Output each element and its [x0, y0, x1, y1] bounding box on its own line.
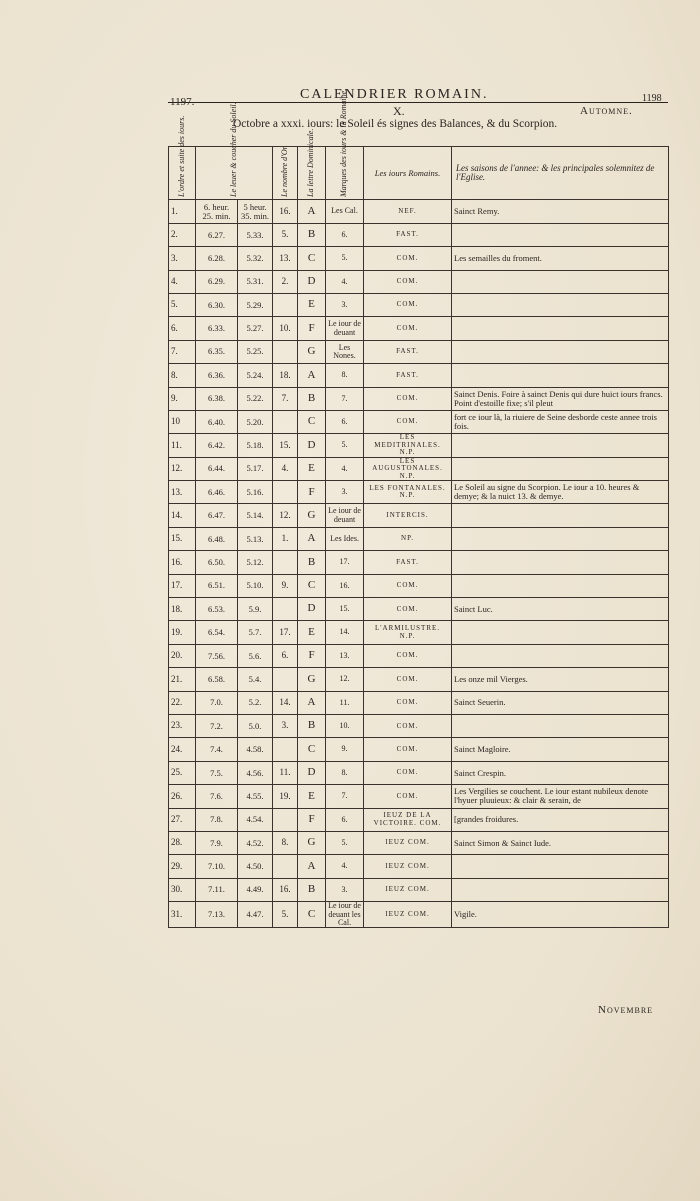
day-cell: 31.	[169, 902, 196, 928]
dominical-letter-cell: D	[298, 598, 326, 621]
day-cell: 5.	[169, 293, 196, 316]
sunset-cell: 4.49.	[238, 878, 273, 901]
feast-cell: Vigile.	[452, 902, 669, 928]
dominical-letter-cell: A	[298, 691, 326, 714]
day-mark-cell: 14.	[326, 621, 364, 644]
dominical-letter-cell: C	[298, 410, 326, 433]
golden-number-cell	[273, 293, 298, 316]
roman-day-cell: FAST.	[364, 551, 452, 574]
table-row	[169, 785, 669, 808]
col-header-seasons: Les saisons de l'annee: & les principales solemnitez de l'Eglise.	[452, 147, 669, 200]
month-number: X.	[393, 104, 405, 118]
table-row	[169, 714, 669, 737]
roman-day-cell: NEF.	[364, 200, 452, 223]
day-cell: 9.	[169, 387, 196, 410]
day-mark-cell: Les Ides.	[326, 527, 364, 550]
sunrise-cell: 7.11.	[196, 878, 238, 901]
feast-cell: Sainct Simon & Sainct Iude.	[452, 831, 669, 854]
golden-number-cell: 18.	[273, 364, 298, 387]
feast-cell	[452, 434, 669, 457]
sunset-cell: 5.4.	[238, 668, 273, 691]
table-row	[169, 527, 669, 550]
dominical-letter-cell: G	[298, 831, 326, 854]
sunrise-cell: 6. heur. 25. min.	[196, 200, 238, 223]
feast-cell: [grandes froidures.	[452, 808, 669, 831]
running-title: CALENDRIER ROMAIN.	[300, 87, 489, 102]
day-cell: 20.	[169, 644, 196, 667]
golden-number-cell	[273, 738, 298, 761]
sunset-cell: 4.58.	[238, 738, 273, 761]
day-cell: 13.	[169, 481, 196, 504]
feast-cell: Sainct Denis. Foire à sainct Denis qui dure huict iours francs. Point d'estoille fixe; s'il pleut	[452, 387, 669, 410]
header-rule	[168, 102, 668, 103]
day-cell: 22.	[169, 691, 196, 714]
dominical-letter-cell: C	[298, 738, 326, 761]
col-header-roman-days: Les iours Romains.	[364, 147, 452, 200]
roman-day-cell: LES MEDITRINALES. N.P.	[364, 434, 452, 457]
feast-cell: Les semailles du froment.	[452, 247, 669, 270]
sunrise-cell: 6.29.	[196, 270, 238, 293]
day-mark-cell: 16.	[326, 574, 364, 597]
golden-number-cell: 1.	[273, 527, 298, 550]
feast-cell	[452, 621, 669, 644]
day-mark-cell: Les Cal.	[326, 200, 364, 223]
day-cell: 26.	[169, 785, 196, 808]
sunset-cell: 4.47.	[238, 902, 273, 928]
table-row	[169, 761, 669, 784]
table-row	[169, 878, 669, 901]
dominical-letter-cell: A	[298, 855, 326, 878]
table-row	[169, 317, 669, 340]
dominical-letter-cell: E	[298, 785, 326, 808]
dominical-letter-cell: C	[298, 902, 326, 928]
golden-number-cell: 6.	[273, 644, 298, 667]
day-cell: 6.	[169, 317, 196, 340]
golden-number-cell: 17.	[273, 621, 298, 644]
dominical-letter-cell: G	[298, 340, 326, 363]
day-mark-cell: 10.	[326, 714, 364, 737]
table-row	[169, 808, 669, 831]
sunrise-cell: 7.8.	[196, 808, 238, 831]
feast-cell	[452, 551, 669, 574]
table-row	[169, 434, 669, 457]
day-mark-cell: 3.	[326, 293, 364, 316]
day-mark-cell: 11.	[326, 691, 364, 714]
day-mark-cell: 3.	[326, 481, 364, 504]
golden-number-cell: 19.	[273, 785, 298, 808]
feast-cell	[452, 223, 669, 246]
feast-cell	[452, 855, 669, 878]
sunrise-cell: 7.5.	[196, 761, 238, 784]
table-row	[169, 223, 669, 246]
sunset-cell: 5 heur. 35. min.	[238, 200, 273, 223]
golden-number-cell: 16.	[273, 878, 298, 901]
table-row	[169, 200, 669, 223]
roman-day-cell: COM.	[364, 738, 452, 761]
sunrise-cell: 6.54.	[196, 621, 238, 644]
feast-cell	[452, 527, 669, 550]
feast-cell	[452, 574, 669, 597]
table-row	[169, 387, 669, 410]
table-row	[169, 902, 669, 928]
day-mark-cell: 6.	[326, 223, 364, 246]
day-cell: 23.	[169, 714, 196, 737]
day-mark-cell: 5.	[326, 434, 364, 457]
golden-number-cell: 3.	[273, 714, 298, 737]
sunrise-cell: 7.9.	[196, 831, 238, 854]
feast-cell: Les onze mil Vierges.	[452, 668, 669, 691]
golden-number-cell: 15.	[273, 434, 298, 457]
day-cell: 28.	[169, 831, 196, 854]
table-row	[169, 738, 669, 761]
golden-number-cell	[273, 808, 298, 831]
sunset-cell: 5.33.	[238, 223, 273, 246]
day-mark-cell: Le iour de deuant	[326, 504, 364, 527]
day-cell: 4.	[169, 270, 196, 293]
day-cell: 30.	[169, 878, 196, 901]
roman-day-cell: LES FONTANALES. N.P.	[364, 481, 452, 504]
day-cell: 7.	[169, 340, 196, 363]
table-row	[169, 457, 669, 480]
table-row	[169, 504, 669, 527]
feast-cell	[452, 340, 669, 363]
feast-cell: Sainct Remy.	[452, 200, 669, 223]
sunrise-cell: 6.46.	[196, 481, 238, 504]
sunrise-cell: 6.36.	[196, 364, 238, 387]
feast-cell	[452, 293, 669, 316]
sunrise-cell: 6.53.	[196, 598, 238, 621]
roman-day-cell: COM.	[364, 574, 452, 597]
golden-number-cell: 13.	[273, 247, 298, 270]
sunset-cell: 5.29.	[238, 293, 273, 316]
sunrise-cell: 6.50.	[196, 551, 238, 574]
day-cell: 18.	[169, 598, 196, 621]
sunrise-cell: 6.40.	[196, 410, 238, 433]
roman-day-cell: COM.	[364, 761, 452, 784]
roman-day-cell: IEUZ COM.	[364, 902, 452, 928]
day-cell: 8.	[169, 364, 196, 387]
sunset-cell: 5.14.	[238, 504, 273, 527]
dominical-letter-cell: B	[298, 387, 326, 410]
golden-number-cell	[273, 481, 298, 504]
roman-day-cell: IEUZ COM.	[364, 831, 452, 854]
feast-cell	[452, 714, 669, 737]
golden-number-cell: 7.	[273, 387, 298, 410]
golden-number-cell: 5.	[273, 223, 298, 246]
roman-day-cell: COM.	[364, 317, 452, 340]
feast-cell: Sainct Seuerin.	[452, 691, 669, 714]
dominical-letter-cell: D	[298, 434, 326, 457]
day-cell: 1.	[169, 200, 196, 223]
golden-number-cell: 9.	[273, 574, 298, 597]
day-cell: 2.	[169, 223, 196, 246]
golden-number-cell	[273, 551, 298, 574]
feast-cell: Sainct Magloire.	[452, 738, 669, 761]
feast-cell	[452, 270, 669, 293]
day-cell: 25.	[169, 761, 196, 784]
sunset-cell: 5.25.	[238, 340, 273, 363]
sunrise-cell: 6.27.	[196, 223, 238, 246]
feast-cell: Les Vergilies se couchent. Le iour estant nubileux denote l'hyuer pluuieux: & clair & serain, de	[452, 785, 669, 808]
day-mark-cell: 7.	[326, 785, 364, 808]
dominical-letter-cell: F	[298, 808, 326, 831]
roman-day-cell: COM.	[364, 714, 452, 737]
sunset-cell: 5.17.	[238, 457, 273, 480]
roman-day-cell: FAST.	[364, 340, 452, 363]
golden-number-cell	[273, 668, 298, 691]
roman-day-cell: COM.	[364, 293, 452, 316]
sunrise-cell: 7.56.	[196, 644, 238, 667]
sunset-cell: 5.18.	[238, 434, 273, 457]
day-mark-cell: 7.	[326, 387, 364, 410]
sunrise-cell: 6.44.	[196, 457, 238, 480]
golden-number-cell: 4.	[273, 457, 298, 480]
table-row	[169, 270, 669, 293]
table-row	[169, 831, 669, 854]
roman-day-cell: COM.	[364, 644, 452, 667]
sunset-cell: 4.50.	[238, 855, 273, 878]
golden-number-cell	[273, 855, 298, 878]
roman-day-cell: LES AUGUSTONALES. N.P.	[364, 457, 452, 480]
feast-cell	[452, 364, 669, 387]
sunrise-cell: 6.51.	[196, 574, 238, 597]
golden-number-cell: 5.	[273, 902, 298, 928]
dominical-letter-cell: B	[298, 714, 326, 737]
table-row	[169, 410, 669, 433]
day-mark-cell: 15.	[326, 598, 364, 621]
sunrise-cell: 6.47.	[196, 504, 238, 527]
col-header-dominical-letter: La lettre Dominicale.	[298, 147, 326, 200]
golden-number-cell	[273, 340, 298, 363]
roman-day-cell: COM.	[364, 668, 452, 691]
table-row	[169, 551, 669, 574]
sunset-cell: 5.12.	[238, 551, 273, 574]
sunrise-cell: 7.4.	[196, 738, 238, 761]
day-cell: 10	[169, 410, 196, 433]
dominical-letter-cell: G	[298, 504, 326, 527]
table-row	[169, 247, 669, 270]
feast-cell	[452, 878, 669, 901]
sunset-cell: 5.16.	[238, 481, 273, 504]
sunset-cell: 4.55.	[238, 785, 273, 808]
col-header-marks: Marques des iours & la Romaine.	[326, 147, 364, 200]
dominical-letter-cell: D	[298, 270, 326, 293]
day-mark-cell: 8.	[326, 364, 364, 387]
sunset-cell: 5.31.	[238, 270, 273, 293]
sunset-cell: 5.32.	[238, 247, 273, 270]
feast-cell	[452, 504, 669, 527]
roman-day-cell: IEUZ DE LA VICTOIRE. COM.	[364, 808, 452, 831]
dominical-letter-cell: C	[298, 574, 326, 597]
sunrise-cell: 6.28.	[196, 247, 238, 270]
day-cell: 19.	[169, 621, 196, 644]
table-row	[169, 293, 669, 316]
table-row	[169, 598, 669, 621]
roman-day-cell: IEUZ COM.	[364, 855, 452, 878]
golden-number-cell	[273, 410, 298, 433]
dominical-letter-cell: E	[298, 293, 326, 316]
day-mark-cell: 5.	[326, 247, 364, 270]
golden-number-cell	[273, 598, 298, 621]
dominical-letter-cell: E	[298, 457, 326, 480]
roman-day-cell: COM.	[364, 387, 452, 410]
day-mark-cell: 5.	[326, 831, 364, 854]
day-mark-cell: 4.	[326, 270, 364, 293]
dominical-letter-cell: A	[298, 364, 326, 387]
day-mark-cell: 6.	[326, 808, 364, 831]
roman-day-cell: INTERCIS.	[364, 504, 452, 527]
day-mark-cell: 13.	[326, 644, 364, 667]
folio-right: 1198	[642, 93, 662, 104]
roman-day-cell: FAST.	[364, 364, 452, 387]
roman-day-cell: FAST.	[364, 223, 452, 246]
golden-number-cell: 11.	[273, 761, 298, 784]
table-row	[169, 668, 669, 691]
sunset-cell: 4.56.	[238, 761, 273, 784]
golden-number-cell: 8.	[273, 831, 298, 854]
col-header-sun: Le leuer & coucher du Soleil.	[196, 147, 273, 200]
sunset-cell: 5.22.	[238, 387, 273, 410]
day-cell: 29.	[169, 855, 196, 878]
sunrise-cell: 7.6.	[196, 785, 238, 808]
sunset-cell: 5.27.	[238, 317, 273, 340]
dominical-letter-cell: C	[298, 247, 326, 270]
day-mark-cell: Les Nones.	[326, 340, 364, 363]
sunset-cell: 4.54.	[238, 808, 273, 831]
roman-day-cell: COM.	[364, 247, 452, 270]
roman-day-cell: COM.	[364, 785, 452, 808]
sunset-cell: 5.2.	[238, 691, 273, 714]
day-mark-cell: 3.	[326, 878, 364, 901]
table-row	[169, 481, 669, 504]
sunrise-cell: 6.35.	[196, 340, 238, 363]
sunrise-cell: 6.48.	[196, 527, 238, 550]
day-cell: 3.	[169, 247, 196, 270]
sunrise-cell: 6.58.	[196, 668, 238, 691]
sunset-cell: 4.52.	[238, 831, 273, 854]
table-row	[169, 644, 669, 667]
sunset-cell: 5.10.	[238, 574, 273, 597]
feast-cell	[452, 457, 669, 480]
day-cell: 16.	[169, 551, 196, 574]
day-cell: 17.	[169, 574, 196, 597]
day-cell: 11.	[169, 434, 196, 457]
feast-cell	[452, 644, 669, 667]
golden-number-cell: 14.	[273, 691, 298, 714]
feast-cell	[452, 317, 669, 340]
dominical-letter-cell: F	[298, 317, 326, 340]
table-row	[169, 621, 669, 644]
feast-cell: fort ce iour là, la riuiere de Seine desborde ceste annee trois fois.	[452, 410, 669, 433]
season-label: Automne.	[580, 105, 633, 117]
golden-number-cell: 2.	[273, 270, 298, 293]
sunset-cell: 5.0.	[238, 714, 273, 737]
golden-number-cell: 12.	[273, 504, 298, 527]
sunset-cell: 5.13.	[238, 527, 273, 550]
sunset-cell: 5.6.	[238, 644, 273, 667]
feast-cell: Sainct Crespin.	[452, 761, 669, 784]
sunrise-cell: 7.13.	[196, 902, 238, 928]
day-cell: 14.	[169, 504, 196, 527]
feast-cell: Le Soleil au signe du Scorpion. Le iour a 10. heures & demye; & la nuict 13. & demye.	[452, 481, 669, 504]
table-row	[169, 364, 669, 387]
table-row	[169, 855, 669, 878]
day-mark-cell: 17.	[326, 551, 364, 574]
day-cell: 21.	[169, 668, 196, 691]
table-row	[169, 340, 669, 363]
table-header-row	[169, 147, 669, 200]
sunrise-cell: 7.10.	[196, 855, 238, 878]
dominical-letter-cell: G	[298, 668, 326, 691]
col-header-day: L'ordre et suite des iours.	[169, 147, 196, 200]
roman-day-cell: L'ARMILUSTRE. N.P.	[364, 621, 452, 644]
roman-day-cell: IEUZ COM.	[364, 878, 452, 901]
catchword: Novembre	[598, 1004, 654, 1016]
dominical-letter-cell: A	[298, 527, 326, 550]
day-mark-cell: Le iour de deuant les Cal.	[326, 902, 364, 928]
sunrise-cell: 6.30.	[196, 293, 238, 316]
dominical-letter-cell: E	[298, 621, 326, 644]
day-mark-cell: 6.	[326, 410, 364, 433]
roman-day-cell: COM.	[364, 598, 452, 621]
roman-day-cell: NP.	[364, 527, 452, 550]
golden-number-cell: 16.	[273, 200, 298, 223]
col-header-golden-number: Le nombre d'Or.	[273, 147, 298, 200]
day-cell: 15.	[169, 527, 196, 550]
sunrise-cell: 6.33.	[196, 317, 238, 340]
dominical-letter-cell: F	[298, 644, 326, 667]
day-cell: 12.	[169, 457, 196, 480]
folio-left: 1197.	[170, 96, 195, 108]
day-mark-cell: 9.	[326, 738, 364, 761]
dominical-letter-cell: A	[298, 200, 326, 223]
dominical-letter-cell: B	[298, 223, 326, 246]
roman-day-cell: COM.	[364, 410, 452, 433]
dominical-letter-cell: B	[298, 878, 326, 901]
sunset-cell: 5.7.	[238, 621, 273, 644]
day-cell: 24.	[169, 738, 196, 761]
sunrise-cell: 7.2.	[196, 714, 238, 737]
roman-day-cell: COM.	[364, 691, 452, 714]
sunset-cell: 5.20.	[238, 410, 273, 433]
table-row	[169, 691, 669, 714]
day-mark-cell: 12.	[326, 668, 364, 691]
table-row	[169, 574, 669, 597]
day-mark-cell: Le iour de deuant	[326, 317, 364, 340]
day-mark-cell: 4.	[326, 457, 364, 480]
sunset-cell: 5.9.	[238, 598, 273, 621]
dominical-letter-cell: B	[298, 551, 326, 574]
day-mark-cell: 4.	[326, 855, 364, 878]
month-subtitle: Octobre a xxxi. iours: le Soleil és signes des Balances, & du Scorpion.	[233, 118, 558, 130]
sunset-cell: 5.24.	[238, 364, 273, 387]
sunrise-cell: 7.0.	[196, 691, 238, 714]
sunrise-cell: 6.42.	[196, 434, 238, 457]
feast-cell: Sainct Luc.	[452, 598, 669, 621]
golden-number-cell: 10.	[273, 317, 298, 340]
day-cell: 27.	[169, 808, 196, 831]
sunrise-cell: 6.38.	[196, 387, 238, 410]
calendar-body	[169, 200, 669, 928]
day-mark-cell: 8.	[326, 761, 364, 784]
roman-day-cell: COM.	[364, 270, 452, 293]
dominical-letter-cell: F	[298, 481, 326, 504]
dominical-letter-cell: D	[298, 761, 326, 784]
